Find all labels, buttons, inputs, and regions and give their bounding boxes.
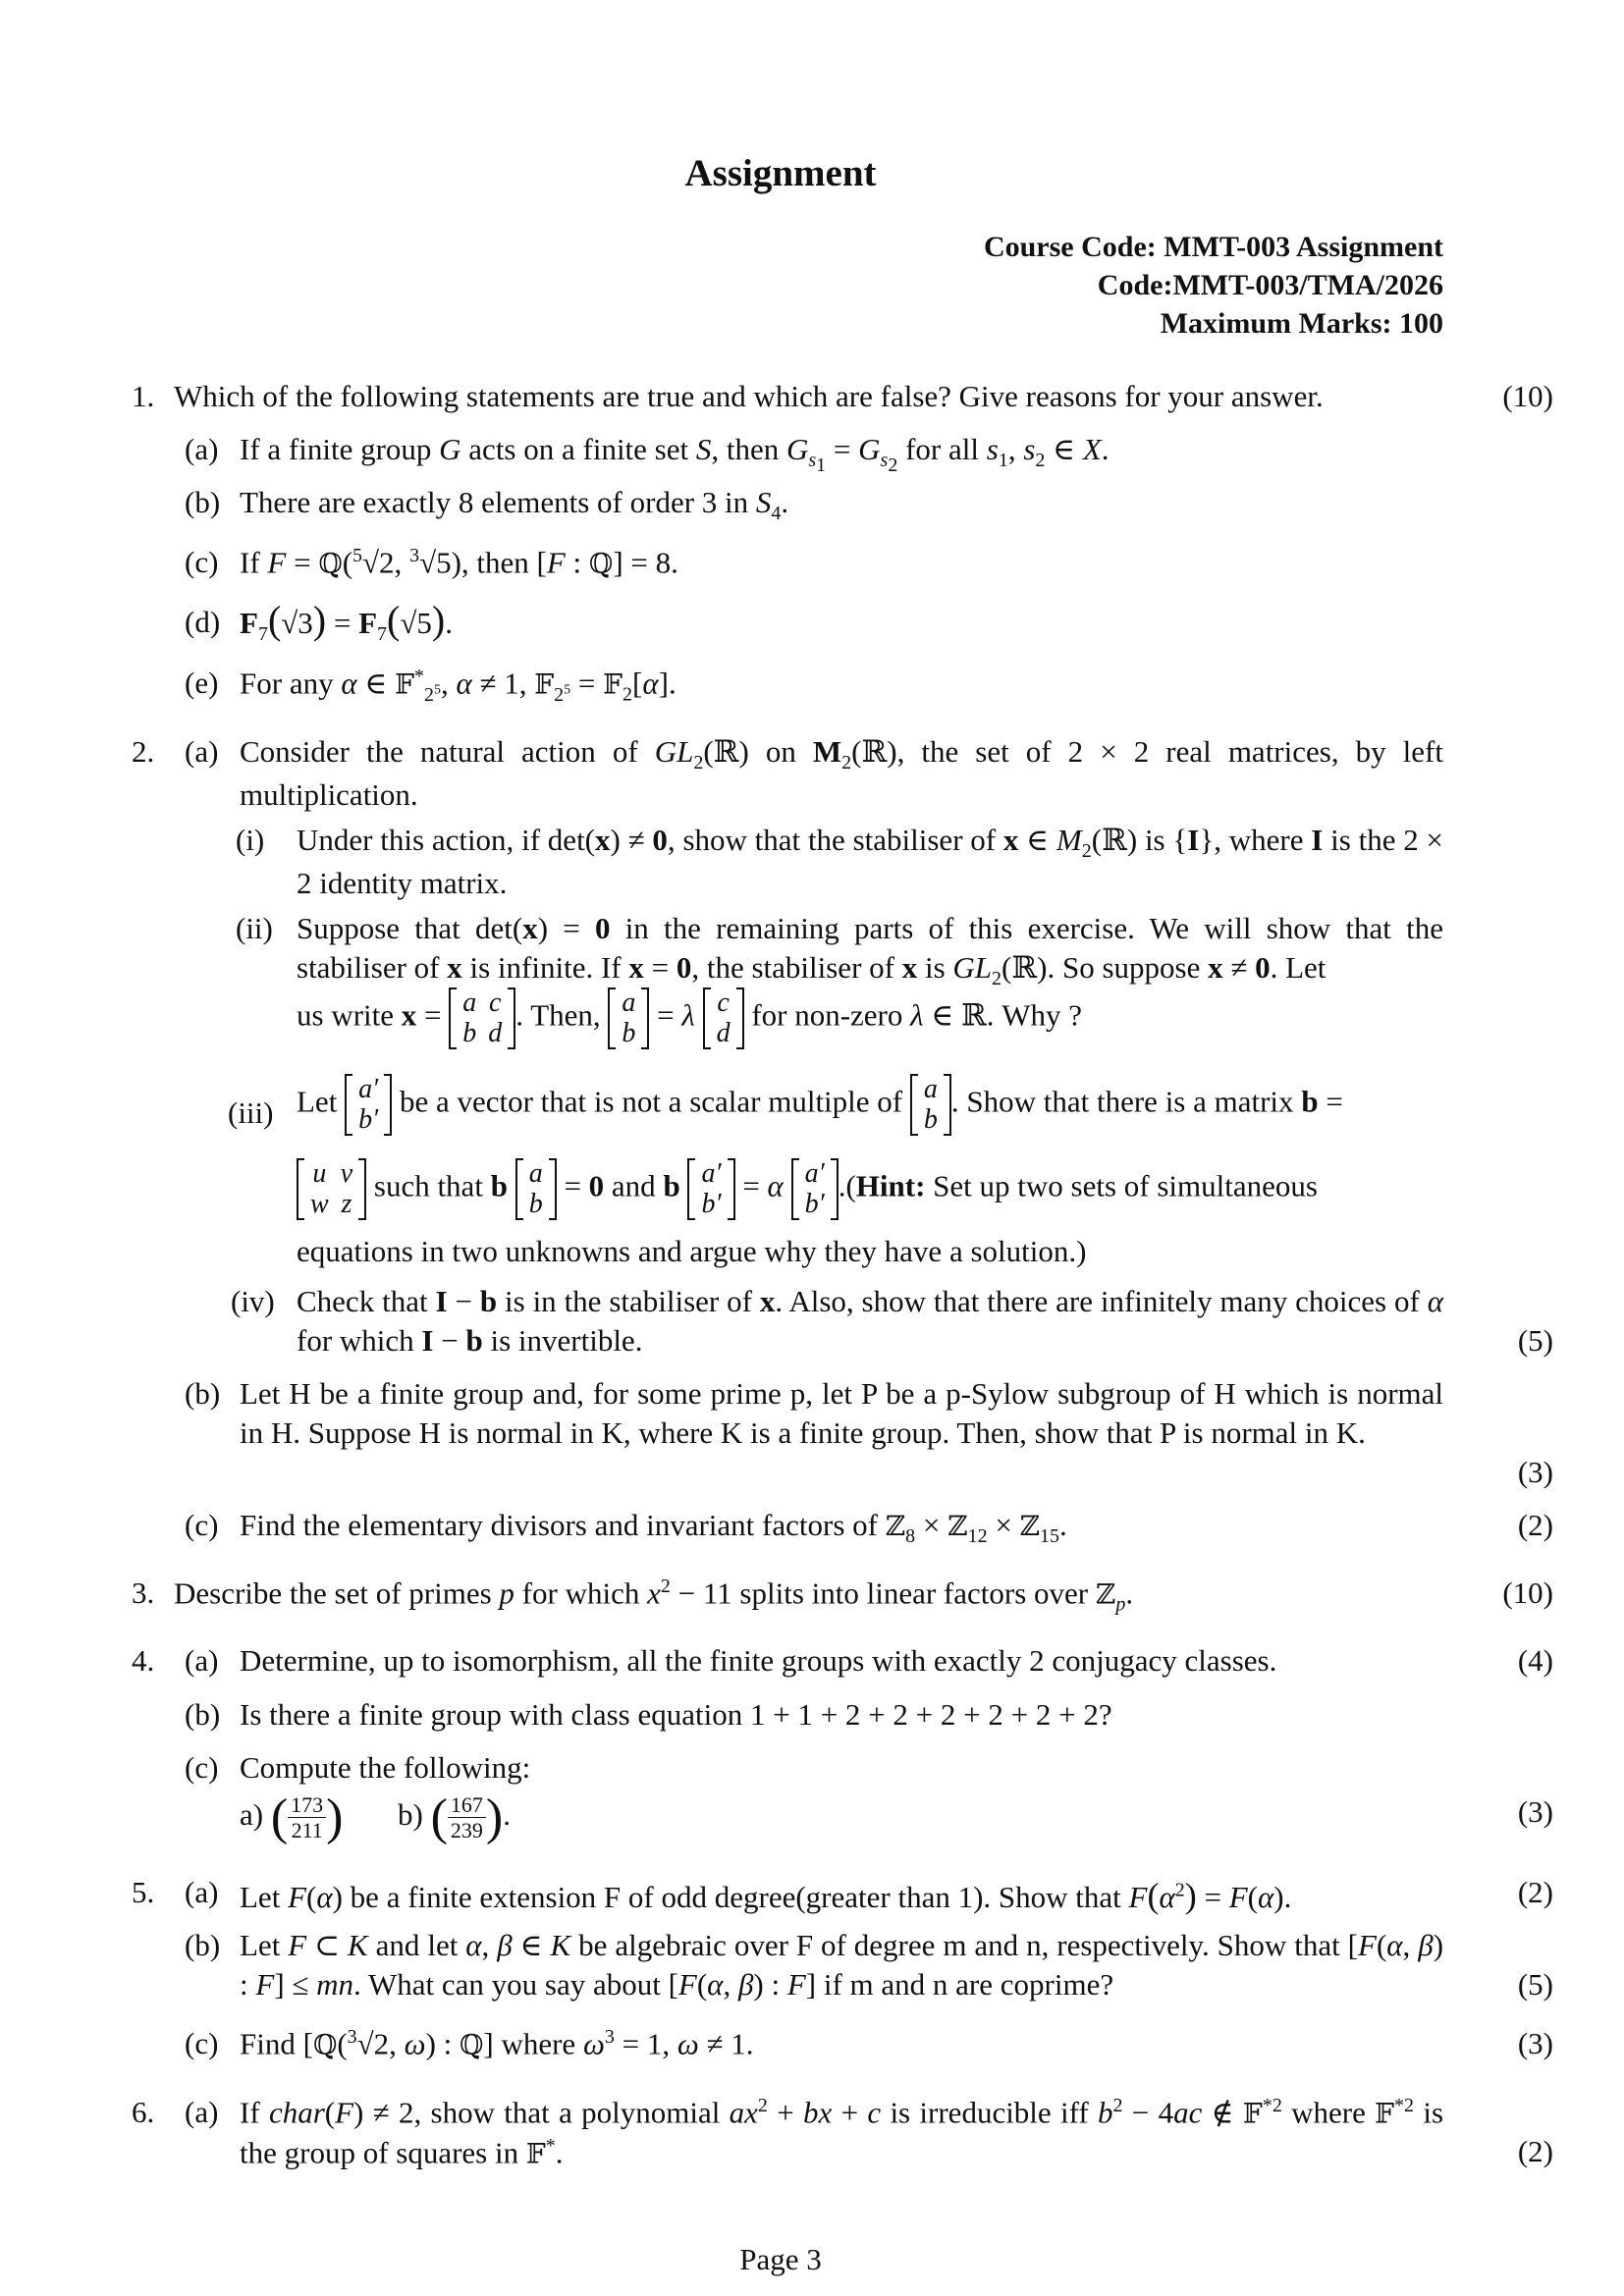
q5a-label: (a) <box>185 1875 219 1909</box>
q1a-text: If a finite group G acts on a finite set S, then $G_{s_1} = G_{s_2}$ for all $s_1$, $s_2$ ∈ X. <box>240 432 1110 477</box>
q3-number: 3. <box>132 1575 155 1610</box>
vector-ab-2: a b <box>910 1074 951 1136</box>
q5b-text: Let F ⊂ K and let α, β ∈ K be algebraic over F of degree m and n, respectively. Show that [F(α, β) : F] ≤ mn. What can you say about [F(α, β) : F] if m and n are coprime? <box>240 1928 1444 2002</box>
q1a-label: (a) <box>185 432 219 466</box>
course-code: Course Code: MMT-003 Assignment <box>983 231 1443 263</box>
q1d-label: (d) <box>185 605 221 639</box>
q4b-label: (b) <box>185 1697 221 1732</box>
q4c-text: Compute the following: <box>240 1750 531 1785</box>
q2a-iii-text: Let a′ b′ be a vector that is not a scalar multiple of a b . Show that there is a matrix b = <box>297 1074 1343 1136</box>
q2a-text: Consider the natural action of $GL_2(ℝ)$ on $M_2(ℝ)$, the set of 2 × 2 real matrices, by left multiplication. <box>240 734 1443 813</box>
q3-marks: (10) <box>1502 1575 1553 1610</box>
q1e-text: For any α ∈ 𝔽*$_{2^5}$, α ≠ 1, 𝔽$_{2^5}$ = 𝔽$_2$[α]. <box>240 666 677 706</box>
q4b-text: Is there a finite group with class equation 1 + 1 + 2 + 2 + 2 + 2 + 2 + 2? <box>240 1697 1112 1732</box>
q2a-i-text: Under this action, if det(x) ≠ 0, show that the stabiliser of x ∈ $M_2(ℝ)$ is {I}, where I is the 2 × 2 identity matrix. <box>297 823 1444 901</box>
q2a-iii-text-cont: u v w z such that b a b = 0 and b a′ b′ = α a′ b′ .(Hint: Set up two sets of simultaneous <box>297 1158 1443 1220</box>
q1c-label: (c) <box>185 545 219 579</box>
q4c-a-label: a) <box>240 1796 264 1832</box>
matrix-b: u v w z <box>297 1158 366 1220</box>
q1-marks: (10) <box>1502 379 1553 413</box>
q2a-iv-label: (iv) <box>231 1284 275 1318</box>
q1c-text: If F = ℚ($^5$√2, $^3$√5), then [F : ℚ] = 8. <box>240 545 678 580</box>
page-number: Page 3 <box>739 2242 822 2276</box>
q4a-marks: (4) <box>1517 1643 1553 1678</box>
q1e-label: (e) <box>185 666 219 700</box>
q1b-text: There are exactly 8 elements of order 3 in $S_4$. <box>240 485 789 525</box>
q2a-i-label: (i) <box>236 823 265 857</box>
q6-number: 6. <box>132 2095 155 2129</box>
assignment-code: Code:MMT-003/TMA/2026 <box>1097 269 1443 301</box>
vector-a-prime-2: a′ b′ <box>687 1158 734 1220</box>
q2c-marks: (2) <box>1517 1508 1553 1542</box>
q4c-marks: (3) <box>1517 1794 1553 1829</box>
q2c-text: Find the elementary divisors and invariant factors of ℤ$_8$ × ℤ$_{12}$ × ℤ$_{15}$. <box>240 1508 1067 1548</box>
q6a-text: If char(F) ≠ 2, show that a polynomial $ax^2$ + bx + c is irreducible iff $b^2 - 4ac$ ∉ 𝔽$^{*2}$ where 𝔽$^{*2}$ is the group of squares in 𝔽*. <box>240 2095 1444 2169</box>
q2a-iii-label: (iii) <box>228 1095 274 1130</box>
q4-number: 4. <box>132 1643 155 1678</box>
q2c-label: (c) <box>185 1508 219 1542</box>
q4a-label: (a) <box>185 1643 219 1678</box>
q2a-iv-text: Check that I − b is in the stabiliser of x. Also, show that there are infinitely many choices of α for which I − b is invertible. <box>297 1284 1444 1359</box>
q4a-text: Determine, up to isomorphism, all the finite groups with exactly 2 conjugacy classes. <box>240 1643 1277 1678</box>
q6a-label: (a) <box>185 2095 219 2129</box>
q1-number: 1. <box>132 379 155 413</box>
q1b-label: (b) <box>185 485 221 519</box>
q2a-ii-label: (ii) <box>236 911 273 945</box>
q5c-text: Find [ℚ($^3$√2, ω) : ℚ] where $\omega^3 = 1$, ω ≠ 1. <box>240 2026 754 2061</box>
q2a-marks: (5) <box>1517 1323 1553 1358</box>
q4c-label: (c) <box>185 1750 219 1785</box>
q2-number: 2. <box>132 734 155 769</box>
q5b-label: (b) <box>185 1928 221 1962</box>
q2b-text: Let H be a finite group and, for some prime p, let P be a p-Sylow subgroup of H which is normal in H. Suppose H is normal in K, where K is a finite group. Then, show that P is normal in K. <box>240 1376 1443 1451</box>
q5c-marks: (3) <box>1517 2026 1553 2060</box>
q2b-marks: (3) <box>1517 1455 1553 1489</box>
q2a-ii-text-cont: us write x = a c b d . Then, a b = λ c d for non-zero λ ∈ ℝ. Why ? <box>297 988 1083 1049</box>
page-title: Assignment <box>684 152 877 194</box>
vector-a-prime: a′ b′ <box>345 1074 392 1136</box>
q2a-label: (a) <box>185 734 219 769</box>
max-marks: Maximum Marks: 100 <box>1160 307 1443 340</box>
legendre-167-239: $\frac{167}{239}$ <box>448 1792 486 1843</box>
q3-text: Describe the set of primes p for which $x^2 - 11$ splits into linear factors over ℤ$_p$. <box>174 1575 1134 1616</box>
legendre-173-211: $\frac{173}{211}$ <box>288 1792 326 1843</box>
q1d-text: $F_7(√3) = F_7(√5)$. <box>240 598 453 646</box>
vector-a-prime-3: a′ b′ <box>791 1158 839 1220</box>
q5c-label: (c) <box>185 2026 219 2060</box>
q5a-text: Let F(α) be a finite extension F of odd degree(greater than 1). Show that $F(\alpha^2) = F(\alpha)$. <box>240 1876 1292 1915</box>
vector-cd: c d <box>703 988 744 1049</box>
vector-ab: a b <box>608 988 649 1049</box>
q1-stem: Which of the following statements are true and which are false? Give reasons for your answer. <box>174 379 1324 413</box>
q5a-marks: (2) <box>1517 1875 1553 1909</box>
q4c-b-label: b) <box>398 1796 423 1832</box>
vector-ab-3: a b <box>515 1158 557 1220</box>
q2a-iii-hint-cont: equations in two unknowns and argue why they have a solution.) <box>297 1234 1087 1268</box>
q4c-items: a) ( $\frac{173}{211}$ ) b) ( $\frac{167}{239}$ ). <box>240 1789 511 1845</box>
q2b-label: (b) <box>185 1376 221 1411</box>
q5-number: 5. <box>132 1875 155 1909</box>
q6a-marks: (2) <box>1517 2134 1553 2168</box>
matrix-x: a c b d <box>449 988 515 1049</box>
q2a-ii-text: Suppose that det(x) = 0 in the remaining parts of this exercise. We will show that the stabiliser of x is infinite. If x = 0, the stabiliser of x is $GL_2(ℝ)$. So suppose x ≠ 0. Let <box>297 911 1443 990</box>
q5b-marks: (5) <box>1517 1967 1553 2002</box>
